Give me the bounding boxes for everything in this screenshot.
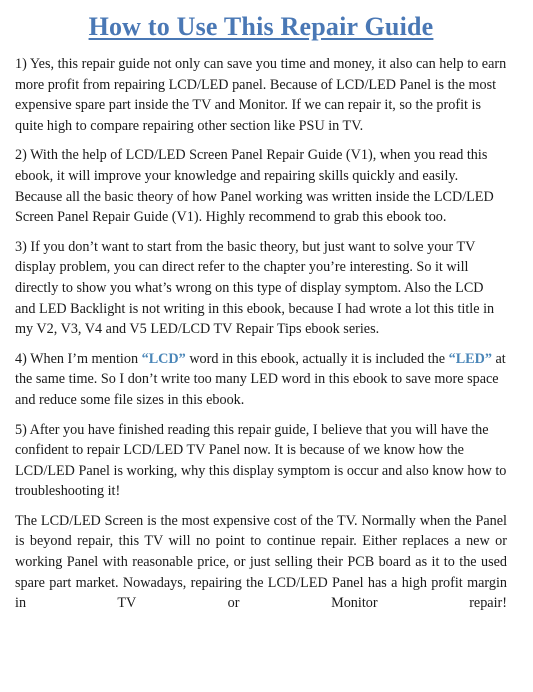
paragraph-3: 3) If you don’t want to start from the basic theory, but just want to solve your TV display problem, you can direct refer to the chapter you’re interesting. So it will directly to show you what’s wrong on this type of display symptom. Also the LCD and LED Backlight is not writing in this ebook, because I had wrote a lot this title in my V2, V3, V4 and V5 LED/LCD TV Repair Tips ebook series. bbox=[15, 238, 495, 338]
page-title: How to Use This Repair Guide bbox=[88, 12, 434, 41]
paragraph-4-text-b: word in this ebook, actually it is included the bbox=[185, 350, 449, 367]
lcd-highlight: “LCD” bbox=[141, 350, 186, 367]
paragraph-1: 1) Yes, this repair guide not only can save you time and money, it also can help to earn more profit from repairing LCD/LED panel. Because of LCD/LED Panel is the most expensive spare part inside the TV and Monitor. If we can repair it, so the profit is quite high to compare repairing other section like PSU in TV. bbox=[15, 56, 507, 134]
paragraph-4-text-a: 4) When I’m mention bbox=[15, 350, 142, 367]
paragraph-5: 5) After you have finished reading this repair guide, I believe that you will have the confident to repair LCD/LED TV Panel now. It is because of we know how the LCD/LED Panel is working, why this display symptom is occur and also know how to troubleshooting it! bbox=[15, 421, 507, 500]
paragraph-4 bbox=[15, 349, 507, 411]
paragraph-4-text-c: at the same time. So I don’t write too many LED word in this ebook to save more space and reduce some file sizes in this ebook. bbox=[15, 350, 506, 408]
paragraph-6: The LCD/LED Screen is the most expensive cost of the TV. Normally when the Panel is beyond repair, this TV will no point to continue repair. Either replaces a new or working Panel with reasonable price, or just selling their PCB board as it to the used spare part market. Nowadays, repairing the LCD/LED Panel has a high profit margin in TV or Monitor repair! bbox=[15, 512, 507, 612]
led-highlight: “LED” bbox=[448, 350, 492, 367]
paragraph-2: 2) With the help of LCD/LED Screen Panel Repair Guide (V1), when you read this ebook, it will improve your knowledge and repairing skills quickly and easily. Because all the basic theory of how Panel working was written inside the LCD/LED Screen Panel Repair Guide (V1). Highly recommend to grab this ebook too. bbox=[15, 147, 494, 226]
document-page bbox=[15, 0, 507, 623]
